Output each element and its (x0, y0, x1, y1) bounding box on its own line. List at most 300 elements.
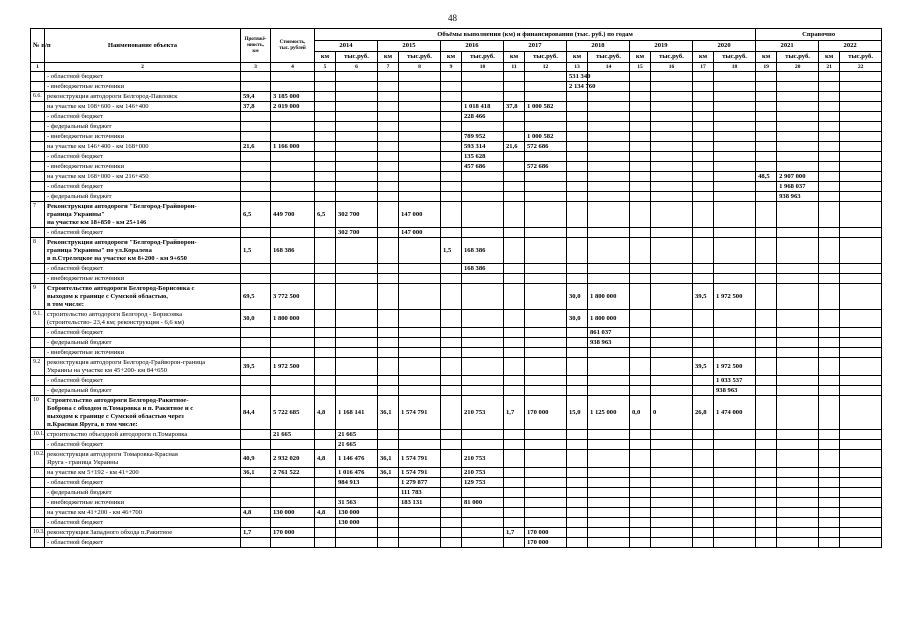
column-number: 19 (756, 63, 777, 72)
table-row (31, 162, 882, 172)
row-name: - внебюджетные источники (45, 162, 241, 172)
row-cell: 457 686 (462, 162, 504, 172)
row-cell (399, 338, 441, 348)
row-cell (588, 358, 630, 376)
row-number (31, 538, 45, 548)
row-cell (504, 284, 525, 310)
row-cell (441, 376, 462, 386)
row-number (31, 498, 45, 508)
row-cell (462, 528, 504, 538)
table-row (31, 310, 882, 328)
row-cell (714, 132, 756, 142)
row-cell (399, 358, 441, 376)
row-cell (462, 538, 504, 548)
row-cell (714, 488, 756, 498)
header-km: км (819, 52, 840, 63)
table-row (31, 538, 882, 548)
row-cell (399, 112, 441, 122)
row-cell (336, 72, 378, 82)
row-cell (651, 152, 693, 162)
row-cell (588, 376, 630, 386)
row-cell (693, 92, 714, 102)
header-year: 2022 (819, 41, 882, 52)
row-cell (777, 488, 819, 498)
row-cell: 170 000 (525, 396, 567, 430)
row-cell (378, 478, 399, 488)
row-cell (693, 182, 714, 192)
row-number (31, 228, 45, 238)
row-cell (714, 92, 756, 102)
row-cell (588, 538, 630, 548)
row-cell: 1,5 (241, 238, 271, 264)
row-cell: 938 963 (777, 192, 819, 202)
row-cell (378, 112, 399, 122)
row-cell (271, 132, 315, 142)
row-cell (336, 386, 378, 396)
row-cell (693, 192, 714, 202)
row-cell: 2 907 000 (777, 172, 819, 182)
row-cell (714, 450, 756, 468)
row-name: - областной бюджет (45, 264, 241, 274)
row-cell: 938 963 (714, 386, 756, 396)
row-cell (693, 528, 714, 538)
row-cell: 1 018 418 (462, 102, 504, 112)
row-number (31, 192, 45, 202)
row-name: - областной бюджет (45, 228, 241, 238)
row-cell (714, 518, 756, 528)
row-cell (651, 386, 693, 396)
row-cell: 1 016 476 (336, 468, 378, 478)
row-cell (504, 264, 525, 274)
row-cell (777, 498, 819, 508)
row-cell (315, 376, 336, 386)
row-cell (651, 102, 693, 112)
row-cell (441, 162, 462, 172)
column-number: 21 (819, 63, 840, 72)
row-cell (693, 152, 714, 162)
table-row (31, 132, 882, 142)
row-cell (840, 102, 882, 112)
row-cell (777, 284, 819, 310)
row-cell (840, 142, 882, 152)
row-cell (241, 182, 271, 192)
row-number (31, 102, 45, 112)
row-cell (399, 82, 441, 92)
row-cell (756, 538, 777, 548)
row-cell (630, 192, 651, 202)
row-number (31, 440, 45, 450)
row-cell: 170 000 (271, 528, 315, 538)
row-cell (399, 264, 441, 274)
table-row (31, 92, 882, 102)
row-cell (271, 440, 315, 450)
row-cell (315, 238, 336, 264)
row-cell (504, 228, 525, 238)
row-cell (756, 82, 777, 92)
row-cell (241, 264, 271, 274)
row-cell (756, 358, 777, 376)
row-cell: 1 574 791 (399, 468, 441, 478)
row-cell (840, 498, 882, 508)
row-cell (336, 284, 378, 310)
row-cell (630, 386, 651, 396)
row-cell (777, 102, 819, 112)
row-cell (525, 228, 567, 238)
row-name: на участке км 5+192 - км 41+200 (45, 468, 241, 478)
row-cell (777, 478, 819, 488)
header-cost: Стоимость, тыс. рублей (271, 29, 315, 63)
row-cell: 59,4 (241, 92, 271, 102)
row-cell (840, 82, 882, 92)
table-row (31, 488, 882, 498)
column-number: 4 (271, 63, 315, 72)
row-cell (336, 122, 378, 132)
row-cell (336, 274, 378, 284)
row-cell: 26,8 (693, 396, 714, 430)
header-km: км (693, 52, 714, 63)
row-cell (651, 310, 693, 328)
row-cell (819, 132, 840, 142)
row-cell (756, 310, 777, 328)
row-cell (693, 172, 714, 182)
row-cell (840, 338, 882, 348)
row-cell (441, 498, 462, 508)
row-cell (588, 508, 630, 518)
row-cell (693, 538, 714, 548)
row-cell (441, 358, 462, 376)
row-name: на участке км 168+000 - км 216+450 (45, 172, 241, 182)
row-cell (693, 376, 714, 386)
row-name: реконструкция Западного обхода п.Ракитное (45, 528, 241, 538)
row-cell (378, 284, 399, 310)
row-cell (378, 376, 399, 386)
row-cell: 3 185 000 (271, 92, 315, 102)
column-number: 13 (567, 63, 588, 72)
row-cell (588, 386, 630, 396)
row-cell (271, 338, 315, 348)
row-cell (588, 468, 630, 478)
row-cell: 30,0 (241, 310, 271, 328)
row-cell (441, 430, 462, 440)
row-cell (241, 122, 271, 132)
header-year: 2015 (378, 41, 441, 52)
row-cell (819, 122, 840, 132)
row-cell (462, 202, 504, 228)
row-cell (462, 328, 504, 338)
header-year: 2021 (756, 41, 819, 52)
row-cell (777, 132, 819, 142)
header-num: № п/п (31, 29, 45, 63)
row-cell: 1 574 791 (399, 450, 441, 468)
header-km: км (315, 52, 336, 63)
row-cell (336, 82, 378, 92)
row-cell (714, 102, 756, 112)
row-cell (693, 348, 714, 358)
row-cell (336, 192, 378, 202)
row-cell (504, 450, 525, 468)
row-cell (462, 508, 504, 518)
row-cell (525, 172, 567, 182)
header-volumes: Объёмы выполнения (км) и финансирования (тыс. руб.) по годам (315, 29, 756, 41)
row-name: - областной бюджет (45, 328, 241, 338)
row-number (31, 376, 45, 386)
table-row (31, 72, 882, 82)
row-number: 9.1. (31, 310, 45, 328)
row-cell (399, 538, 441, 548)
row-cell (840, 328, 882, 338)
row-cell (693, 440, 714, 450)
row-cell (693, 228, 714, 238)
row-cell (462, 192, 504, 202)
header-km: км (756, 52, 777, 63)
row-cell: 1 000 582 (525, 132, 567, 142)
row-cell (567, 358, 588, 376)
row-cell (567, 488, 588, 498)
row-cell (504, 338, 525, 348)
row-cell (441, 508, 462, 518)
row-cell (651, 142, 693, 152)
row-cell: 21,6 (241, 142, 271, 152)
row-cell: 129 753 (462, 478, 504, 488)
row-cell (462, 82, 504, 92)
row-cell (378, 430, 399, 440)
row-cell (441, 122, 462, 132)
row-cell (441, 386, 462, 396)
column-number: 14 (588, 63, 630, 72)
row-cell (504, 310, 525, 328)
row-cell (378, 92, 399, 102)
row-number (31, 72, 45, 82)
row-cell (462, 348, 504, 358)
row-cell: 30,0 (567, 310, 588, 328)
column-number: 8 (399, 63, 441, 72)
row-cell (756, 528, 777, 538)
row-name: - федеральный бюджет (45, 192, 241, 202)
row-cell (525, 348, 567, 358)
row-cell (378, 202, 399, 228)
row-cell (756, 142, 777, 152)
table-row (31, 112, 882, 122)
row-cell (756, 274, 777, 284)
column-number: 18 (714, 63, 756, 72)
table-row (31, 376, 882, 386)
row-cell (651, 518, 693, 528)
row-cell (651, 538, 693, 548)
row-cell (651, 112, 693, 122)
row-cell (567, 192, 588, 202)
row-cell: 1 574 791 (399, 396, 441, 430)
row-cell (819, 162, 840, 172)
table-row (31, 284, 882, 310)
row-cell (714, 528, 756, 538)
row-cell (756, 192, 777, 202)
row-name: строительство автодороги Белгород - Борисовка (строительство- 23,4 км; реконструкция - 6,6 км) (45, 310, 241, 328)
row-cell (777, 228, 819, 238)
row-cell (651, 328, 693, 338)
column-number: 6 (336, 63, 378, 72)
row-cell (777, 518, 819, 528)
row-cell (441, 440, 462, 450)
row-cell (315, 430, 336, 440)
row-cell (567, 228, 588, 238)
row-cell (693, 82, 714, 92)
row-cell (567, 518, 588, 528)
row-cell (693, 338, 714, 348)
row-cell: 130 000 (336, 518, 378, 528)
row-cell (651, 450, 693, 468)
row-cell (777, 440, 819, 450)
row-cell (315, 498, 336, 508)
row-cell (840, 440, 882, 450)
row-name: - областной бюджет (45, 376, 241, 386)
row-cell (336, 538, 378, 548)
row-name: строительство объездной автодороги п.Томаровка (45, 430, 241, 440)
row-cell (693, 102, 714, 112)
row-cell (714, 238, 756, 264)
row-cell (241, 192, 271, 202)
header-year: 2018 (567, 41, 630, 52)
row-cell (315, 284, 336, 310)
row-cell (504, 358, 525, 376)
row-cell (378, 72, 399, 82)
row-cell (315, 228, 336, 238)
row-cell (651, 72, 693, 82)
row-cell (525, 192, 567, 202)
header-km: км (567, 52, 588, 63)
row-cell (567, 450, 588, 468)
row-name: реконструкция автодороги Белгород-Павловск (45, 92, 241, 102)
row-cell (441, 142, 462, 152)
row-cell: 168 386 (271, 238, 315, 264)
row-cell (241, 440, 271, 450)
row-cell: 39,5 (241, 358, 271, 376)
row-cell (567, 274, 588, 284)
row-cell (315, 182, 336, 192)
row-cell (819, 142, 840, 152)
row-cell (462, 338, 504, 348)
row-cell (504, 112, 525, 122)
row-cell (378, 328, 399, 338)
header-rub: тыс.руб. (336, 52, 378, 63)
row-cell (525, 468, 567, 478)
row-cell (241, 538, 271, 548)
row-cell (630, 518, 651, 528)
row-name: - федеральный бюджет (45, 122, 241, 132)
table-row (31, 468, 882, 478)
row-cell (693, 478, 714, 488)
row-cell: 135 628 (462, 152, 504, 162)
row-cell (819, 310, 840, 328)
row-cell (441, 518, 462, 528)
row-cell (271, 488, 315, 498)
row-cell (504, 122, 525, 132)
row-cell (651, 238, 693, 264)
row-cell (630, 162, 651, 172)
row-cell (777, 142, 819, 152)
table-row (31, 528, 882, 538)
row-cell (525, 518, 567, 528)
row-cell (567, 122, 588, 132)
row-cell (756, 112, 777, 122)
table-row (31, 518, 882, 528)
row-cell (399, 152, 441, 162)
row-cell (819, 450, 840, 468)
row-cell (271, 192, 315, 202)
row-cell (588, 440, 630, 450)
row-cell (588, 348, 630, 358)
row-cell (840, 162, 882, 172)
row-cell (714, 310, 756, 328)
table-row (31, 440, 882, 450)
row-cell (441, 172, 462, 182)
row-cell (525, 430, 567, 440)
row-cell: 39,5 (693, 358, 714, 376)
row-cell (714, 328, 756, 338)
row-cell (567, 538, 588, 548)
row-cell (525, 376, 567, 386)
row-cell (840, 112, 882, 122)
row-cell (378, 182, 399, 192)
row-cell (588, 274, 630, 284)
row-cell (378, 338, 399, 348)
table-row (31, 238, 882, 264)
row-cell (441, 182, 462, 192)
row-cell (777, 112, 819, 122)
row-cell (241, 152, 271, 162)
row-cell (756, 152, 777, 162)
row-cell (241, 162, 271, 172)
row-cell (504, 182, 525, 192)
row-cell (840, 518, 882, 528)
row-cell (399, 440, 441, 450)
header-km: км (630, 52, 651, 63)
row-cell (777, 348, 819, 358)
row-cell: 302 700 (336, 228, 378, 238)
row-name: - внебюджетные источники (45, 82, 241, 92)
row-cell (756, 430, 777, 440)
row-cell (840, 396, 882, 430)
row-cell (567, 328, 588, 338)
row-cell (241, 348, 271, 358)
row-cell (714, 228, 756, 238)
row-cell (399, 376, 441, 386)
header-year: 2016 (441, 41, 504, 52)
row-cell (504, 538, 525, 548)
row-cell (777, 92, 819, 102)
row-cell: 48,5 (756, 172, 777, 182)
row-cell: 1 800 000 (271, 310, 315, 328)
row-cell (630, 142, 651, 152)
row-cell (525, 358, 567, 376)
row-cell (630, 264, 651, 274)
row-cell (777, 528, 819, 538)
row-cell (819, 112, 840, 122)
row-cell (651, 82, 693, 92)
row-cell: 1 972 500 (714, 358, 756, 376)
row-cell (525, 112, 567, 122)
row-cell: 21 665 (336, 440, 378, 450)
row-cell (777, 72, 819, 82)
row-cell (819, 396, 840, 430)
column-number: 1 (31, 63, 45, 72)
row-cell (525, 386, 567, 396)
row-cell (567, 92, 588, 102)
row-cell (315, 102, 336, 112)
row-cell (630, 430, 651, 440)
row-cell (756, 238, 777, 264)
row-number: 6.6. (31, 92, 45, 102)
row-cell (588, 518, 630, 528)
